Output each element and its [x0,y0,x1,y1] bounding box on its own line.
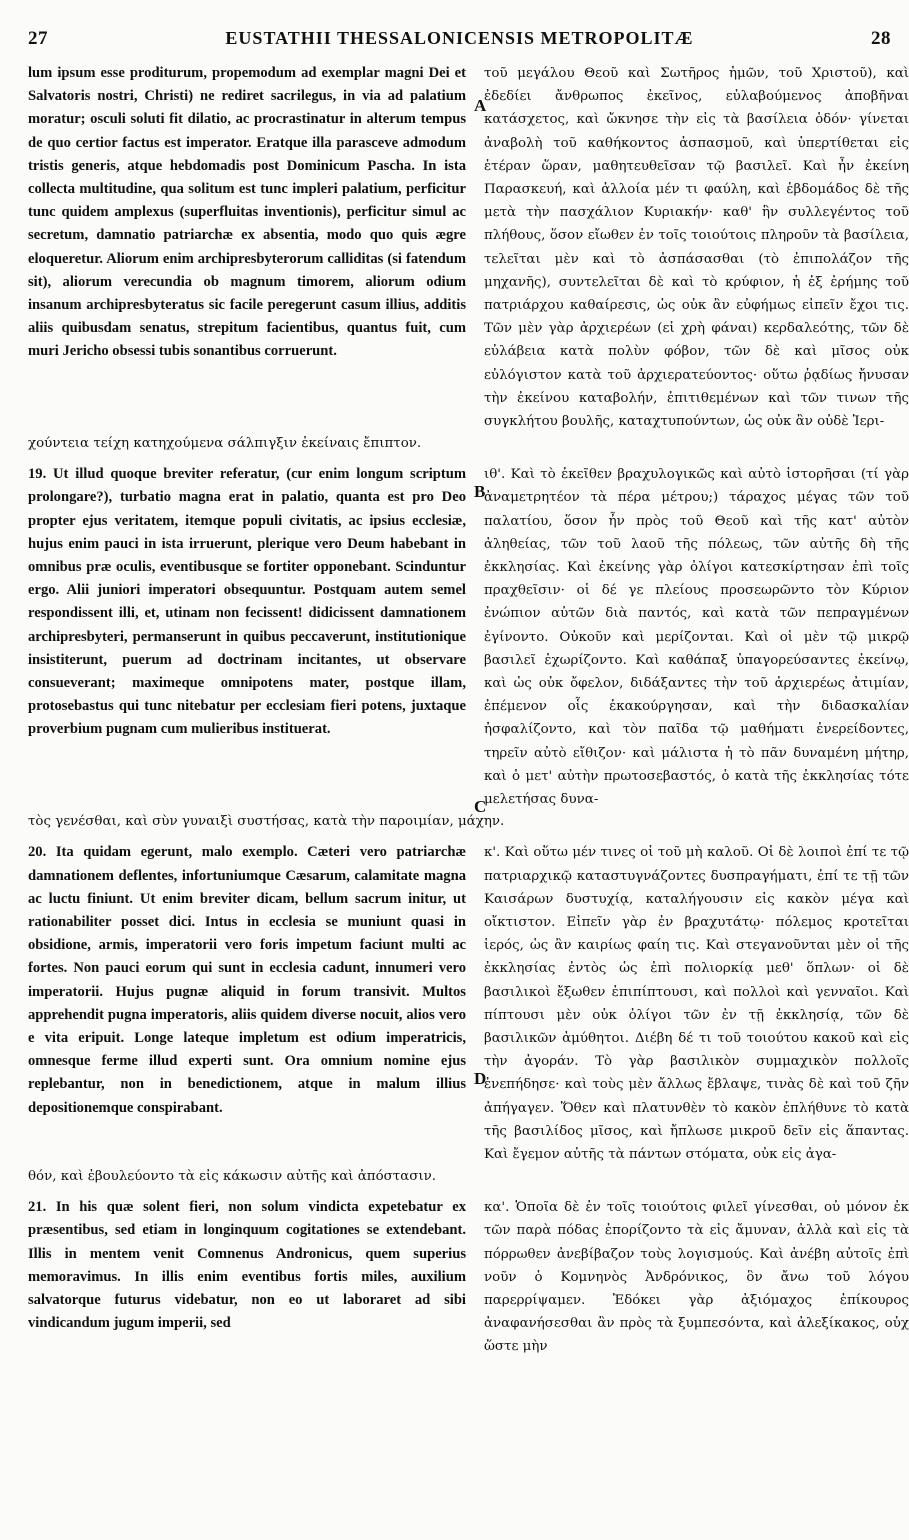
section-20 [28,841,909,1166]
section-21 [28,1196,909,1358]
margin-marker-b: B [474,482,486,501]
spanning-line: θόν, καὶ ἐβουλεύοντο τὰ εἰς κάκωσιν αὐτῆς καὶ ἀπόστασιν. [28,1169,437,1185]
greek-column: κα'. Ὁποῖα δὲ ἐν τοῖς τοιούτοις φιλεῖ γίνεσθαι, οὐ μόνον ἐκ τῶν παρὰ πόδας ἐπορίζοντο τὰ εἰς ἄμυναν, ἀλλὰ καὶ εἰς τὰ πόρρωθεν ἀνεβίβαζον τοὺς λογισμούς. Καὶ ἀνέβη αὐτοῖς ἐπὶ νοῦν ὁ Κομνηνὸς Ἀνδρόνικος, ὃν ἄνω τοῦ λόγου παρερρίψαμεν. Ἐδόκει γὰρ ἀξιόμαχος ἐπίκουρος ἀναφανήσεσθαι ἂν πρὸς τὰ ξυμπεσόντα, καὶ ἀλεξίκακος, οὐχ ὥστε μὴν [484,1200,909,1355]
section-19 [28,463,909,811]
greek-column: κ'. Καὶ οὕτω μέν τινες οἱ τοῦ μὴ καλοῦ. Οἱ δὲ λοιποὶ ἐπί τε τῷ πατριαρχικῷ καταστυγνάζοντες δυσπραγήματι, ἐπί τε τῇ τῶν Καισάρων δυστυχίᾳ, καταλήγουσιν εἰς κακὸν μέγα καὶ οἴκτιστον. Εἰπεῖν γὰρ ἐν βραχυτάτῳ· πόλεμος κροτεῖται ἱερός, ὡς ἂν καιρίως φαίη τις. Καὶ στεγανοῦνται μὲν οἱ τῆς ἐκκλησίας ἐντὸς ὡς ἐπὶ πολιορκίᾳ μεθ' ὅπλων· οἱ δὲ βασιλικοὶ ἔξωθεν ἐπιπίπτουσι, καὶ πολλοὶ καὶ γενναῖοι. Καὶ πίπτουσι μὲν οὐκ ὀλίγοι τῶν ἐν τῇ ἐκκλησίᾳ, τῶν δὲ βασιλικῶν ἀμύθητοι. Διέβη δέ τι τοῦ τοιούτου κακοῦ καὶ εἰς τὴν ἀγοράν. Τὸ γὰρ βασιλικὸν συμμαχικὸν πολλοῖς ἐνεπήδησε· καὶ τοὺς μὲν ἄλλως ἔβλαψε, τινὰς δὲ καὶ τοῦ ζῆν ἀπήγαγεν. Ὅθεν καὶ πλατυνθὲν τὸ κακὸν ἐπλήθυνε τὸ κατὰ τῆς βασιλίδος μῖσος, καὶ ἤπλωσε μικροῦ δεῖν εἰς ἅπαντας. Καὶ ἔγεμον αὐτῆς τὰ πάντων στόματα, οὐκ εἰς ἀγα- [484,845,909,1162]
greek-column: τοῦ μεγάλου Θεοῦ καὶ Σωτῆρος ἡμῶν, τοῦ Χριστοῦ), καὶ ἐδεδίει ἄνθρωπος ἐκεῖνος, εὐλαβούμενος ἀποβῆναι κατάσχετος, καὶ ὤκνησε τὴν εἰς τὰ βασίλεια ὁδόν· γίνεται ἀναβολὴ τοῦ καθήκοντος ἀσπασμοῦ, καὶ ὑπερτίθεται εἰς ἑτέραν ὥραν, μαθητευθεῖσαν τῷ βασιλεῖ. Καὶ ἦν ἐκείνη Παρασκευή, καὶ ἀλλοία μέν τι φαύλη, καὶ ἑβδομάδος δὲ τῆς μετὰ τὴν πασχάλιον Κυριακήν· καθ' ἣν συλλεγέντος τοῦ πλήθους, ὅσον εἴωθεν ἐν τοῖς τοιούτοις πληροῦν τὰ βασίλεια, τελεῖται μὲν καὶ τὸ ἀσπάσασθαι (τὸ ἐπιπολάζον τῆς μηχανῆς), συντελεῖται δὲ καὶ τὸ κρύφιον, ἡ ἐξ ἐρήμης τοῦ πατριάρχου καθαίρεσις, ὡς οὐκ ἂν εὐφήμως εἰπεῖν ἔχοι τις. Τῶν μὲν γὰρ ἀρχιερέων (εἰ χρὴ φάναι) κερδαλεότης, τῶν δὲ εὐλάβεια κατὰ πολὺν φόβον, τῶν δὲ καὶ μῖσος οὐκ εὐλόγιστον κατὰ τοῦ ἀρχιερατεύοντος· οὕτω ῥᾳδίως ἤνυσαν τὴν ἐκείνου καταβολήν, ἐπιτιθεμένων καὶ τῶν τινων τῆς συγκλήτου βουλῆς, καταχτυπούντων, ὡς οὐκ ἂν οὐδὲ Ἱερι- [484,66,909,430]
page-number-left: 27 [28,28,48,49]
running-header [28,28,891,62]
margin-marker-c: C [474,797,487,816]
text-body [28,62,909,1359]
spanning-line: χούντεια τείχη κατηχούμενα σάλπιγξιν ἐκείναις ἔπιπτον. [28,436,422,452]
margin-marker-a: A [474,96,487,115]
greek-column: ιθ'. Καὶ τὸ ἐκεῖθεν βραχυλογικῶς καὶ αὐτὸ ἱστορῆσαι (τί γὰρ ἀναμετρητέον τὰ πέρα μέτρου;) τάραχος μέγας τῶν τοῦ παλατίου, ὅσον ἦν πρὸς τοῦ Θεοῦ καὶ τῆς κατ' αὐτὸν ἀληθείας, τῶν τοῦ λαοῦ τῆς πόλεως, τῶν αὐτῆς δὴ τῆς ἐκκλησίας. Καὶ ἐκείνης γὰρ ὀλίγοι κατεσκίρτησαν ἐπὶ τοῖς πραχθεῖσιν· οἱ δέ γε πλείους προσεωρῶντο τὸν Κύριον ἐνώπιον αὐτῶν διὰ παντός, καὶ κατὰ τῶν πεπραγμένων ἐγίνοντο. Οὐκοῦν καὶ μερίζονται. Καὶ οἱ μὲν τῷ μικρῷ βασιλεῖ ἐχωρίζοντο. Καὶ καθάπαξ ὑπαγορεύσαντες ἐκείνῳ, καὶ ὡς οὐκ ὄφελον, διδάξαντες τὴν τοῦ ἀρχιερέως ἀτιμίαν, ἐπέμενον οἷς ἐκακούργησαν, καὶ τὴν διδασκαλίαν ἠσφαλίζοντο, καὶ τὸν παῖδα τῷ μαθήματι ἐνερείδοντες, τηρεῖν αὐτὸ εἴθιζον· καὶ μάλιστα ἡ τὸ πᾶν δυναμένη μήτηρ, καὶ ὁ μετ' αὐτὴν πρωτοσεβαστός, ὁ κατὰ τῆς ἐκκλησίας τότε μελετήσας δυνα- [484,467,909,808]
page-number-right: 28 [870,28,891,49]
section-continuation [28,62,909,433]
spanning-line: τὸς γενέσθαι, καὶ σὺν γυναιξὶ συστήσας, κατὰ τὴν παροιμίαν, μάχην. [28,814,505,830]
margin-marker-d: D [474,1069,487,1088]
latin-column: 20. Ita quidam egerunt, malo exemplo. Cæteri vero patriarchæ damnationem deflentes, infortuniumque Cæsarum, calamitate magna ac luctu finiunt. Ut enim breviter dicam, bellum sacrum initur, ut rationabiliter posset dici. Intus in ecclesia se muniunt quasi in obsidione, armis, imperatorii vero foris impetum faciunt multi ac fortes. Non pauci eorum qui sunt in ecclesia cadunt, innumeri vero imperatorii. Hujus pugnæ aliquid in forum transivit. Multos apprehendit pugna imperatoris, aliis quidem diverse nocuit, alios vero e vita eripuit. Longe lateque impletum est odium imperatricis, omnesque ferme illud experti sunt. Ora omnium nomine ejus replebantur, non in benedictionem, atque in malum illius depositionemque conspirabant. [28,844,466,1116]
running-title: EUSTATHII THESSALONICENSIS METROPOLITÆ [225,28,694,48]
latin-column: 21. In his quæ solent fieri, non solum vindicta expetebatur ex præsentibus, sed etiam in longinquum cogitationes se extendebant. Illis in mentem venit Comnenus Andronicus, quem superius memoravimus. In illis enim eventibus fortis miles, auxilium salvatorque futurus videbatur, non eo ut laboraret ad sibi vindicandum jugum imperii, sed [28,1199,466,1332]
latin-column: lum ipsum esse proditurum, propemodum ad exemplar magni Dei et Salvatoris nostri, Christi) ne rediret sacrilegus, in via ad palatium moratur; osculi soluti fit dilatio, ac procrastinatur in alterum tempus de quo certior factus est imperator. Eratque illa parasceve admodum tristis generis, atque hebdomadis post Dominicum Pascha. In ista collecta multitudine, qua solitum est tunc impleri palatium, perficitur tunc quidem amplexus (superfluitas inventionis), perficitur simul ac secretum, damnatio patriarchæ ex absentia, modo quo quis ægre eloqueretur. Aliorum enim archipresbyterorum calliditas (si fatendum sit), aliorum verecundia ob magnum timorem, aliorum odium insanum archipresbyteratus sic facile peregerunt casum illius, additis aliis quibusdam senatus, strepitum facientibus, quantus fuit, cum muri Jericho obsessi tubis sonantibus corruerunt. [28,65,466,360]
latin-column: 19. Ut illud quoque breviter referatur, (cur enim longum scriptum prolongare?), turbatio magna erat in palatio, quanta est pro Deo propter ejus veritatem, itemque populi civitatis, ac ipsius ecclesiæ, hujus enim pauci in ista irruerunt, plerique vero Deum habebant in omnibus præ oculis, eventibusque se fortiter opponebant. Scinduntur ergo. Alii juniori imperatori obsequuntur. Postquam autem semel respondissent illi, et, utinam non fecissent! didicissent damnationem archipresbyteri, permanserunt in quibus peccaverunt, institutionique insistiterunt, puerum ad doctrinam incitantes, ut observare consueverant; maximeque omnipotens mater, postque illam, protosebastus qui tunc nitebatur per ecclesiam fieri potens, juxtaque proverbium pugnam cum mulieribus instituerat. [28,466,466,738]
